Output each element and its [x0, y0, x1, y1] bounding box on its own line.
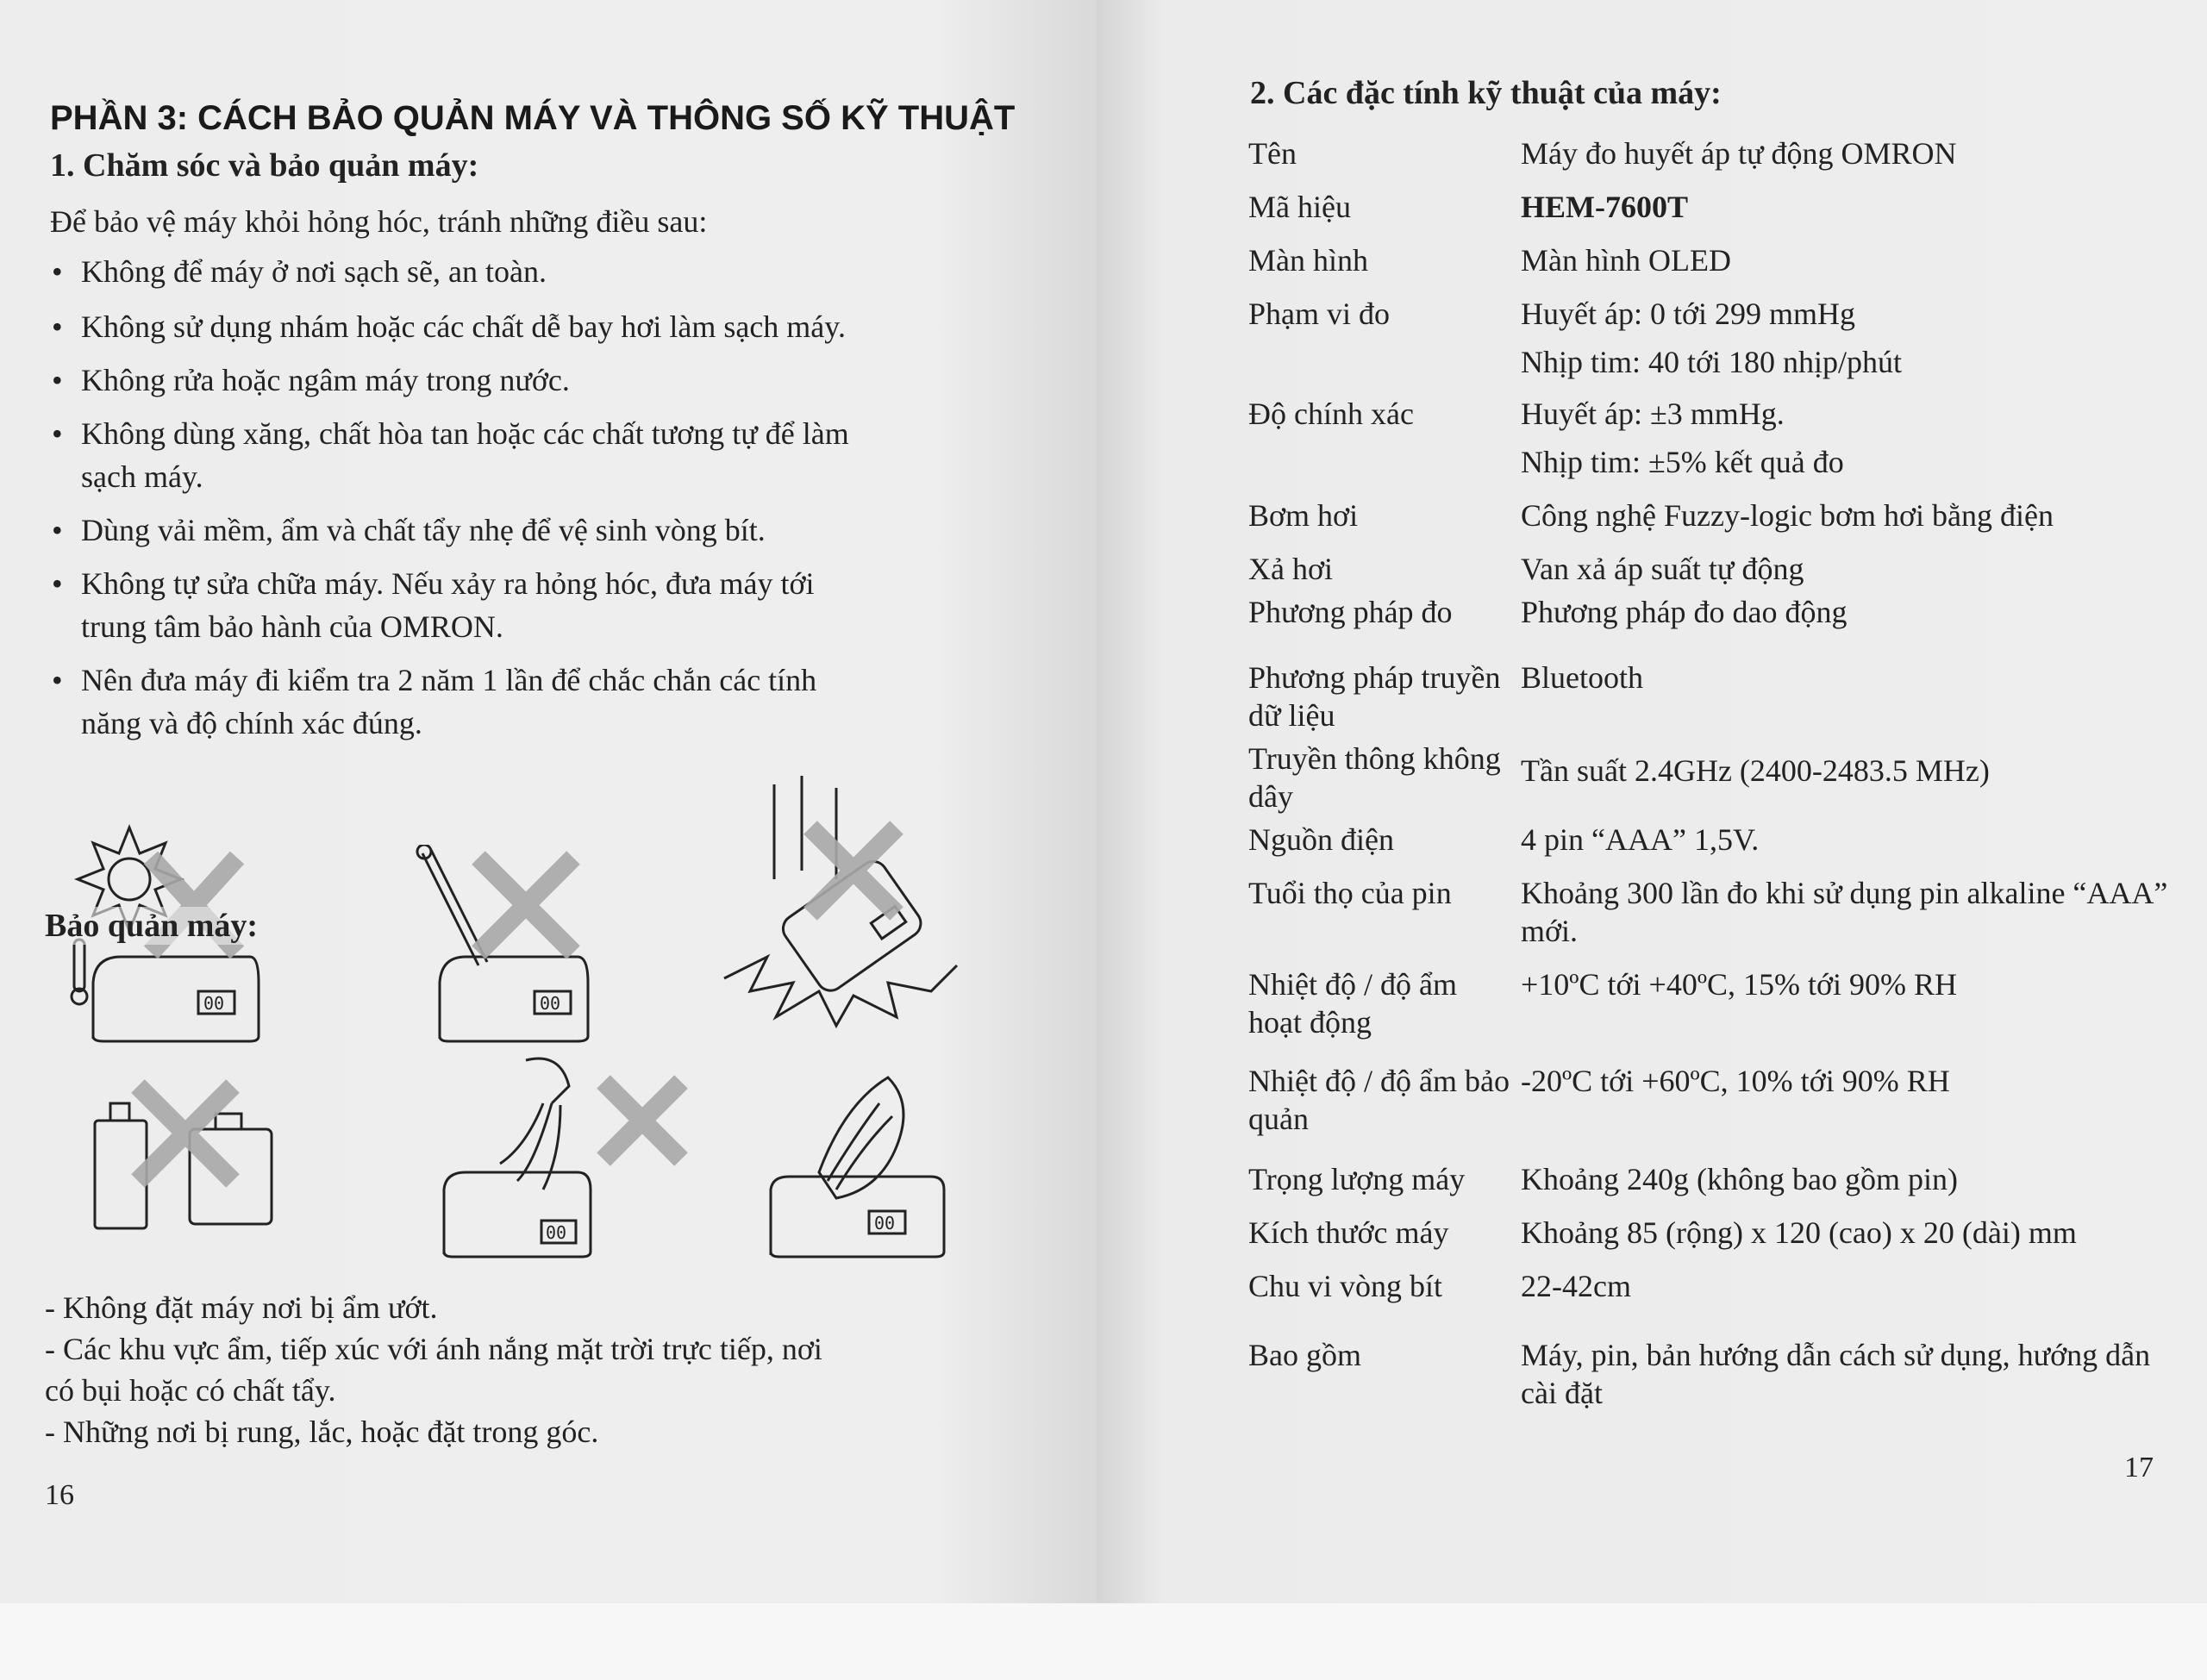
- note-line: - Không đặt máy nơi bị ẩm ướt.: [45, 1290, 438, 1325]
- cloth-cleaning-illustration: [767, 1069, 957, 1258]
- svg-text:00: 00: [540, 993, 561, 1014]
- background-surface: [0, 1603, 2207, 1680]
- water-illustration: [431, 1052, 690, 1258]
- section-1-title: 1. Chăm sóc và bảo quản máy:: [50, 147, 479, 184]
- page-heading: PHẦN 3: CÁCH BẢO QUẢN MÁY VÀ THÔNG SỐ KỸ THUẬT: [50, 99, 1016, 137]
- page-number-right: 17: [2124, 1452, 2154, 1483]
- book-spread: PHẦN 3: CÁCH BẢO QUẢN MÁY VÀ THÔNG SỐ KỸ THUẬT 1. Chăm sóc và bảo quản máy: Để bảo vệ máy khỏi hỏng hóc, tránh những điều sau: • Không để máy ở nơi sạch sẽ, an toàn. • Không sử dụng nhám hoặc các chất dễ bay hơi làm sạch máy. • Không rửa hoặc ngâm máy trong nước. • Không dùng xăng, chất hòa tan hoặc các chất tương tự để làm sạch máy. • Dùng vải mềm, ẩm và chất tẩy nhẹ để vệ sinh vòng bít. • Không tự sửa chữa máy. Nếu xảy ra hỏng hóc, đưa máy tới trung tâm bảo hành của OMRON. • Nên đưa máy đi kiểm tra 2 năm 1 lần để chắc chắn các tính năng và độ chính xác đúng. 00 00 Bảo quản máy: 00 00 - Không đặt máy nơi bị ẩm ướt. - Các khu vực ẩm, tiếp xúc với ánh nắng mặt trời trực tiếp, nơi có bụi hoặc có chất tẩy. - Những nơi bị rung, lắc, hoặc đặt trong góc. 16 17 2. Các đặc tính kỹ thuật của máy: Tên Máy đo huyết áp tự động OMRON Mã hiệu HEM-7600T Màn hình Màn hình OLED Phạm vi đo Huyết áp: 0 tới 299 mmHg Nhịp tim: 40 tới 180 nhịp/phút Độ chính xác Huyết áp: ±3 mmHg. Nhịp tim: ±5% kết quả đo Bơm hơi Công nghệ Fuzzy-logic bơm hơi bằng điện Xả hơi Van xả áp suất tự động Phương pháp đo Phương pháp đo dao động Phương pháp truyền dữ liệu Bluetooth Truyền thông không dây Tần suất 2.4GHz (2400-2483.5 MHz) Nguồn điện 4 pin “AAA” 1,5V. Tuổi thọ của pin Khoảng 300 lần đo khi sử dụng pin alkaline “AAA” mới. Nhiệt độ / độ ẩm hoạt động +10ºC tới +40ºC, 15% tới 90% RH Nhiệt độ / độ ẩm bảo quản -20ºC tới +60ºC, 10% tới 90% RH Trọng lượng máy Khoảng 240g (không bao gồm pin) Kích thước máy Khoảng 85 (rộng) x 120 (cao) x 20 (dài) mm Chu vi vòng bít 22-42cm Bao gồm Máy, pin, bản hướng dẫn cách sử dụng, hướng dẫn cài đặt: [0, 0, 2207, 1603]
- list-item: • Không dùng xăng, chất hòa tan hoặc các chất tương tự để làm sạch máy.: [52, 416, 849, 494]
- note-line: có bụi hoặc có chất tẩy.: [45, 1373, 336, 1408]
- note-line: - Những nơi bị rung, lắc, hoặc đặt trong góc.: [45, 1415, 599, 1449]
- list-item: • Không để máy ở nơi sạch sẽ, an toàn.: [52, 254, 547, 289]
- list-item: • Dùng vải mềm, ẩm và chất tẩy nhẹ để vệ sinh vòng bít.: [52, 513, 766, 547]
- list-item: • Không sử dụng nhám hoặc các chất dễ bay hơi làm sạch máy.: [52, 309, 846, 344]
- svg-text:00: 00: [203, 993, 225, 1014]
- svg-text:00: 00: [874, 1213, 896, 1233]
- note-line: - Các khu vực ẩm, tiếp xúc với ánh nắng mặt trời trực tiếp, nơi: [45, 1332, 822, 1366]
- page-number-left: 16: [45, 1479, 74, 1511]
- intro-text: Để bảo vệ máy khỏi hỏng hóc, tránh những điều sau:: [50, 204, 708, 239]
- drop-impact-illustration: [716, 776, 974, 1034]
- list-item: • Không tự sửa chữa máy. Nếu xảy ra hỏng hóc, đưa máy tới trung tâm bảo hành của OMRON.: [52, 566, 815, 644]
- list-item: • Nên đưa máy đi kiểm tra 2 năm 1 lần để chắc chắn các tính năng và độ chính xác đúng.: [52, 663, 817, 740]
- list-item: • Không rửa hoặc ngâm máy trong nước.: [52, 363, 570, 397]
- chemicals-illustration: [86, 1069, 284, 1233]
- svg-text:00: 00: [546, 1222, 567, 1243]
- section-2-title: 2. Các đặc tính kỹ thuật của máy:: [1250, 75, 1722, 111]
- chemical-bottle-icon: [86, 1069, 284, 1233]
- water-tap-icon: [431, 1052, 690, 1258]
- impact-icon: [716, 776, 974, 1034]
- needle-icon: [405, 845, 603, 1043]
- cloth-icon: [767, 1069, 957, 1258]
- left-page: [0, 0, 1097, 1603]
- storage-label: Bảo quản máy:: [45, 908, 259, 944]
- needle-illustration: [405, 845, 603, 1043]
